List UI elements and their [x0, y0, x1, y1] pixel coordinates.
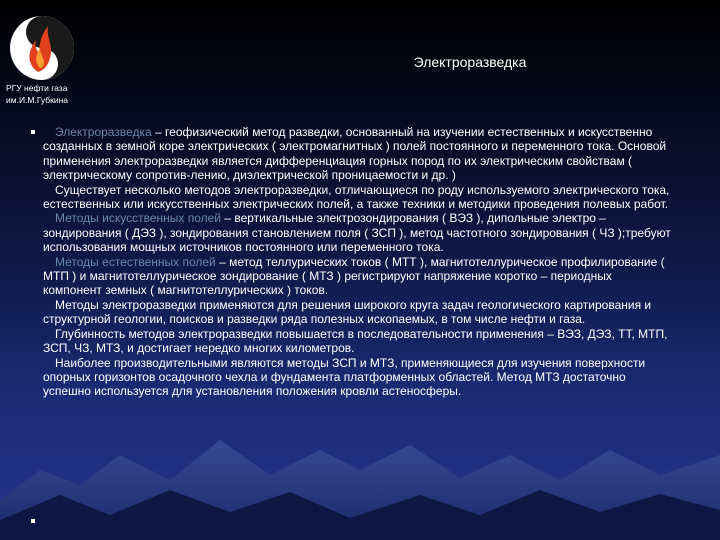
paragraph-definition: [43, 125, 673, 183]
paragraph-text: Глубинность методов электроразведки повышается в последовательности применения – ВЭЗ, ДЭЗ, ТТ, МТП, ЗСП, ЧЗ, МТЗ, и достигает нередко многих километров.: [43, 326, 668, 356]
paragraph-artificial-fields: [43, 211, 673, 254]
highlighted-term: Электроразведка: [55, 125, 152, 139]
organization-line-1: РГУ нефти газа: [6, 83, 68, 93]
university-logo-icon: [8, 14, 76, 82]
paragraph-text: – метод теллурических токов ( МТТ ), магнитотеллурическое профилирование ( МТП ) и магнитотеллурическое зондирование ( МТЗ ) регистрируют напряжение коротко – периодных компонент земных ( магнитотеллурических ) токов.: [43, 254, 665, 298]
highlighted-term: Методы искусственных полей: [55, 211, 222, 226]
slide-body: [43, 125, 673, 399]
paragraph-depth: [43, 327, 673, 356]
slide-title: Электроразведка: [413, 54, 527, 70]
bullet-marker: [31, 519, 35, 523]
paragraph-text: Наиболее производительными являются методы ЗСП и МТЗ, применяющиеся для изучения поверхности опорных горизонтов осадочного чехла и фундамента платформенных областей. Метод МТЗ достаточно успешно используется для установления положения кровли астеносферы.: [43, 355, 646, 399]
paragraph-text: – геофизический метод разведки, основанный на изучении естественных и искусственно созданных в земной коре электрических ( электромагнитных ) полей постоянного и переменного тока. Основой применения электроразведки является дифференциация горных пород по их электрическим свойствам ( электрическому сопротив-лению, диэлектрической проницаемости и др. ): [43, 125, 667, 183]
organization-line-2: им.И.М.Губкина: [6, 95, 69, 105]
paragraph-text: – вертикальные электрозондирования ( ВЭЗ ), дипольные электро –зондирования ( ДЭЗ ), зондирования становлением поля ( ЗСП ), метод частотного зондирования ( ЧЗ );требуют использования мощных источников постоянного или переменного тока.: [43, 211, 671, 255]
paragraph-methods-overview: [43, 183, 673, 212]
paragraph-text: Существует несколько методов электроразведки, отличающиеся по роду используемого электрического тока, естественных или искусственных электрических полей, а также техники и методики проведения полевых работ.: [43, 182, 670, 212]
paragraph-natural-fields: [43, 255, 673, 298]
highlighted-term: Методы естественных полей: [55, 254, 216, 269]
organization-name: [6, 82, 68, 106]
paragraph-productivity: [43, 356, 673, 399]
paragraph-applications: [43, 298, 673, 327]
paragraph-text: Методы электроразведки применяются для решения широкого круга задач геологического картирования и структурной геологии, поисков и разведки ряда полезных ископаемых, в том числе нефти и газа.: [43, 297, 652, 327]
bullet-marker: [31, 130, 35, 134]
